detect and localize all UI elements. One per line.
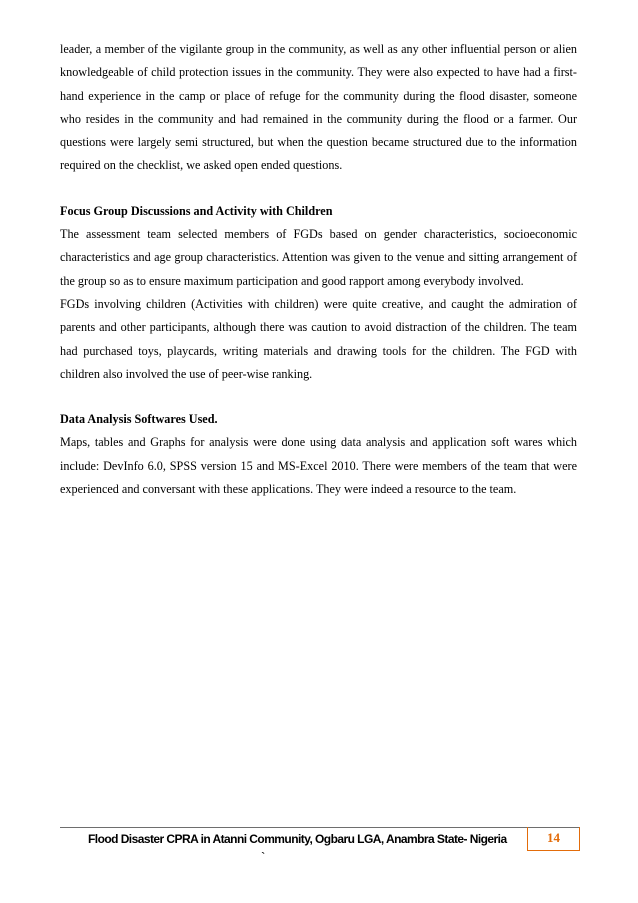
page-number: 14 xyxy=(547,830,560,845)
footer-divider xyxy=(60,827,580,828)
paragraph-data-analysis: Maps, tables and Graphs for analysis were done using data analysis and application soft wares which include: DevInfo 6.0, SPSS version 15 and MS-Excel 2010. There were members of the team that were experienced and conversant with these applications. They were indeed a resource to the team. xyxy=(60,435,577,497)
section-gap xyxy=(60,178,577,200)
section-gap xyxy=(60,386,577,408)
paragraph-fgd-children: FGDs involving children (Activities with children) were quite creative, and caught the admiration of parents and other participants, although there was caution to avoid distraction of the children. The team had purchased toys, playcards, writing materials and drawing tools for the children. The FGD with children also involved the use of peer-wise ranking. xyxy=(60,296,577,381)
footer-title: Flood Disaster CPRA in Atanni Community, Ogbaru LGA, Anambra State- Nigeria xyxy=(88,832,507,846)
intro-paragraph: leader, a member of the vigilante group in the community, as well as any other influential person or alien knowledgeable of child protection issues in the community. They were also expected to have had a first-hand experience in the camp or place of refuge for the community during the flood disaster, someone who resides in the community and had remained in the community during the flood or a farmer. Our questions were largely semi structured, but when the question became structured due to the information required on the checklist, we asked open ended questions. xyxy=(60,42,577,173)
section-heading-focus-groups: Focus Group Discussions and Activity with Children xyxy=(60,203,333,218)
document-body xyxy=(60,38,577,501)
paragraph-fgd-selection: The assessment team selected members of FGDs based on gender characteristics, socioeconomic characteristics and age group characteristics. Attention was given to the venue and sitting arrangement of the group so as to ensure maximum participation and good rapport among everybody involved. xyxy=(60,227,577,288)
footer-mark: ` xyxy=(261,849,266,864)
section-heading-data-analysis: Data Analysis Softwares Used. xyxy=(60,412,218,427)
page-number-box xyxy=(527,827,580,851)
